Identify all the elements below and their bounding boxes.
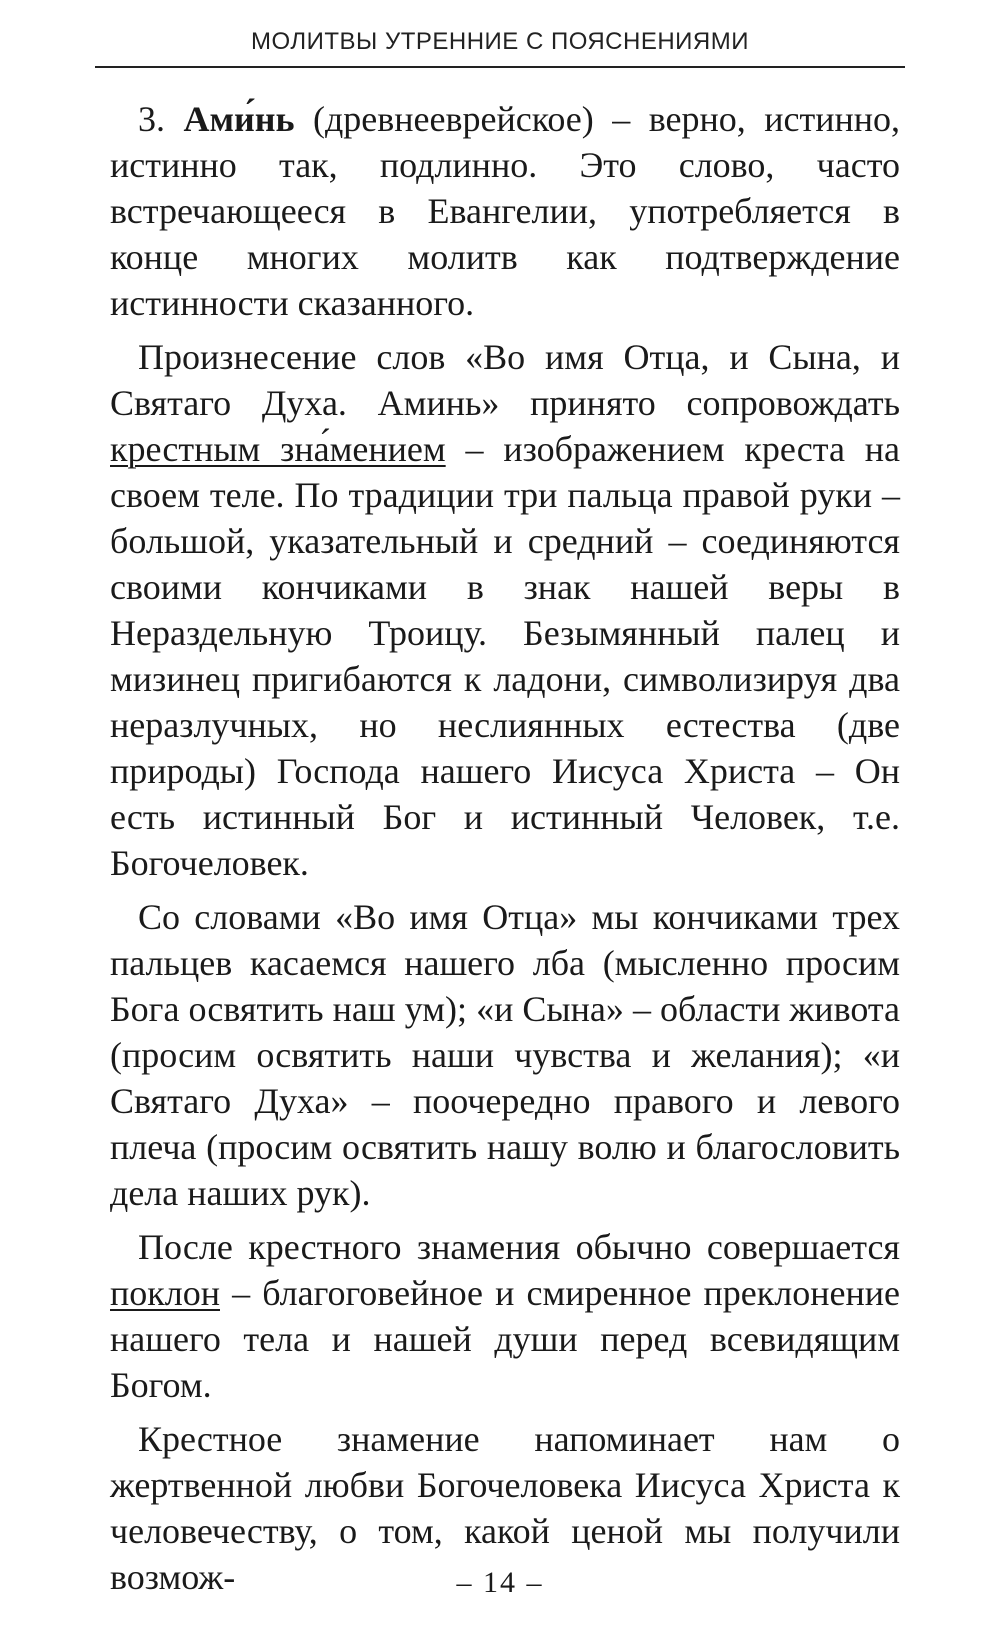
paragraph-number: 3. (138, 99, 165, 139)
page-number: – 14 – (456, 1566, 544, 1599)
paragraph-text: – благоговейное и смиренное преклонение нашего тела и нашей души перед всевидящим Богом. (110, 1273, 900, 1405)
term-amen: Ами́нь (183, 99, 295, 139)
paragraph-sign-of-cross (110, 334, 900, 886)
paragraph-text: Крестное знамение напоминает нам о жертвенной любви Богочеловека Иисуса Христа к человечеству, о том, какой ценой мы получили возмож- (110, 1419, 900, 1597)
running-header: МОЛИТВЫ УТРЕННИЕ С ПОЯСНЕНИЯМИ (250, 28, 750, 55)
paragraph-bow (110, 1224, 900, 1408)
term-bow: поклон (110, 1273, 220, 1313)
paragraph-cross-gesture (110, 894, 900, 1216)
paragraph-amen (110, 96, 900, 326)
paragraph-text: Со словами «Во имя Отца» мы кончиками трех пальцев касаемся нашего лба (мысленно просим Бога освятить наш ум); «и Сына» – области живота (просим освятить наши чувства и желания); «и Святаго Духа» – поочередно правого и левого плеча (просим освятить нашу волю и благословить дела наших рук). (110, 897, 900, 1213)
body-text (110, 96, 900, 1600)
paragraph-text: Произнесение слов «Во имя Отца, и Сына, и Святаго Духа. Аминь» принято сопровождать (110, 337, 900, 423)
paragraph-text: (древнееврейское) – верно, истинно, истинно так, подлинно. Это слово, часто встречающееся в Евангелии, употребляется в конце многих молитв как подтверждение истинности сказанного. (110, 99, 900, 323)
term-sign-of-cross: крестным зна́мением (110, 429, 446, 469)
paragraph-text: После крестного знамения обычно совершается (138, 1227, 900, 1267)
header-divider (95, 66, 905, 68)
paragraph-text: – изображением креста на своем теле. По традиции три пальца правой руки – большой, указательный и средний – соединяются своими кончиками в знак нашей веры в Нераздельную Троицу. Безымянный палец и мизинец пригибаются к ладони, символизируя два неразлучных, но неслиянных естества (две природы) Господа нашего Иисуса Христа – Он есть истинный Бог и истинный Человек, т.е. Богочеловек. (110, 429, 901, 883)
